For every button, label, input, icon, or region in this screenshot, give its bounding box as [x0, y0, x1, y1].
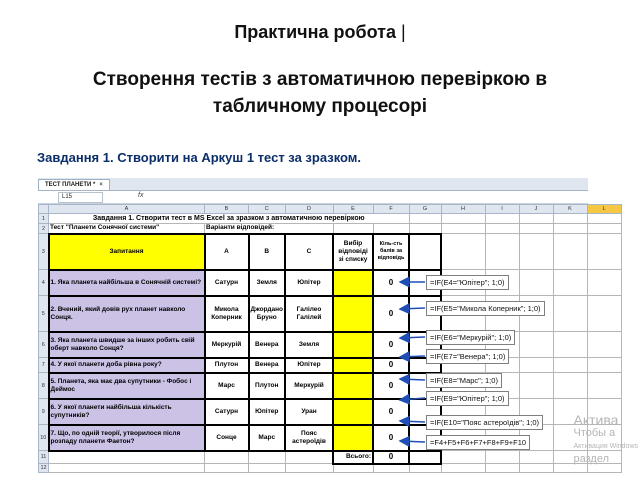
empty-cell[interactable] — [409, 451, 441, 464]
formula-callout: =IF(E8="Марс"; 1;0) — [426, 373, 502, 388]
answer-a-cell[interactable]: Меркурій — [205, 332, 249, 358]
column-header[interactable]: A — [49, 205, 205, 214]
score-cell[interactable]: 0 — [373, 399, 409, 425]
total-value-cell[interactable]: 0 — [373, 451, 409, 464]
row-header[interactable]: 2 — [39, 224, 49, 234]
choose-header-cell[interactable]: Вибір відповіді зі списку — [333, 234, 373, 270]
empty-cell[interactable] — [249, 464, 286, 473]
windows-activation-watermark — [573, 414, 638, 466]
question-cell[interactable]: 2. Вчений, який довів рух планет навколо Сонця. — [49, 296, 205, 332]
row-header[interactable]: 5 — [39, 296, 49, 332]
formula-callout: =IF(E10="Пояс астероїдів"; 1;0) — [426, 415, 543, 430]
column-header[interactable]: J — [519, 205, 553, 214]
spreadsheet-grid — [38, 204, 622, 473]
answer-a-cell[interactable]: Плутон — [205, 358, 249, 373]
answer-select-cell[interactable] — [333, 425, 373, 451]
test-name-cell[interactable]: Тест "Планети Сонячної системи" — [49, 224, 205, 234]
empty-cell[interactable] — [587, 358, 621, 373]
column-header[interactable]: F — [373, 205, 409, 214]
answer-c-cell[interactable]: Пояс астероїдів — [285, 425, 333, 451]
empty-cell[interactable] — [587, 224, 621, 234]
subtitle-line-1: Створення тестів з автоматичною перевіркою в — [92, 69, 548, 90]
row-header[interactable]: 6 — [39, 332, 49, 358]
answer-b-cell[interactable]: Земля — [249, 270, 286, 296]
empty-cell[interactable] — [333, 464, 373, 473]
empty-cell[interactable] — [519, 214, 553, 224]
empty-cell[interactable] — [441, 214, 485, 224]
answer-c-cell[interactable]: Меркурій — [285, 373, 333, 399]
empty-cell[interactable] — [409, 214, 441, 224]
empty-cell[interactable] — [587, 332, 621, 358]
empty-cell[interactable] — [519, 373, 553, 399]
answer-a-cell[interactable]: Сатурн — [205, 399, 249, 425]
empty-cell[interactable] — [441, 464, 485, 473]
empty-cell[interactable] — [373, 224, 409, 234]
answer-b-cell[interactable]: Венера — [249, 332, 286, 358]
empty-cell[interactable] — [485, 224, 519, 234]
question-cell[interactable]: 4. У якої планети доба рівна року? — [49, 358, 205, 373]
empty-cell[interactable] — [441, 234, 485, 270]
empty-cell[interactable] — [285, 451, 333, 464]
answer-c-cell[interactable]: Галілео Галілей — [285, 296, 333, 332]
sheet-title-cell[interactable]: Завдання 1. Створити тест в MS Excel за зразком з автоматичною перевіркою — [49, 214, 410, 224]
empty-cell[interactable] — [553, 224, 587, 234]
empty-cell[interactable] — [485, 214, 519, 224]
formula-callout: =IF(E6="Меркурій"; 1;0) — [426, 330, 515, 345]
column-header[interactable]: B — [205, 205, 249, 214]
column-header[interactable]: D — [285, 205, 333, 214]
empty-cell[interactable] — [441, 224, 485, 234]
empty-cell[interactable] — [49, 451, 205, 464]
answer-select-cell[interactable] — [333, 270, 373, 296]
question-cell[interactable]: 7. Що, по одній теорії, утворилося після розпаду планети Фаетон? — [49, 425, 205, 451]
empty-cell[interactable] — [587, 270, 621, 296]
score-cell[interactable]: 0 — [373, 373, 409, 399]
answer-a-cell[interactable]: Микола Коперник — [205, 296, 249, 332]
answer-c-header[interactable]: С — [285, 234, 333, 270]
formula-callout: =IF(E4="Юпітер"; 1;0) — [426, 275, 509, 290]
score-cell[interactable]: 0 — [373, 358, 409, 373]
empty-cell[interactable] — [587, 296, 621, 332]
task-heading: Завдання 1. Створити на Аркуш 1 тест за зразком. — [37, 150, 362, 165]
row-header[interactable]: 9 — [39, 399, 49, 425]
question-cell[interactable]: 1. Яка планета найбільша в Сонячній системі? — [49, 270, 205, 296]
empty-cell[interactable] — [441, 451, 485, 464]
answer-c-cell[interactable]: Земля — [285, 332, 333, 358]
column-header[interactable]: G — [409, 205, 441, 214]
answer-b-cell[interactable]: Венера — [249, 358, 286, 373]
empty-cell[interactable] — [553, 358, 587, 373]
row-header[interactable]: 4 — [39, 270, 49, 296]
watermark-line: Чтобы а — [573, 427, 616, 439]
answer-a-cell[interactable]: Марс — [205, 373, 249, 399]
empty-cell[interactable] — [519, 358, 553, 373]
watermark-line: раздел — [573, 453, 609, 465]
answer-a-cell[interactable]: Сатурн — [205, 270, 249, 296]
column-header[interactable]: I — [485, 205, 519, 214]
empty-cell[interactable] — [553, 234, 587, 270]
empty-cell[interactable] — [49, 464, 205, 473]
empty-cell[interactable] — [485, 464, 519, 473]
row-header[interactable]: 7 — [39, 358, 49, 373]
row-header[interactable]: 3 — [39, 234, 49, 270]
row-header[interactable]: 11 — [39, 451, 49, 464]
answer-select-cell[interactable] — [333, 332, 373, 358]
variants-label-cell[interactable]: Варіанти відповідей: — [205, 224, 334, 234]
question-cell[interactable]: 3. Яка планета швидше за інших робить свій оберт навколо Сонця? — [49, 332, 205, 358]
row-header[interactable]: 12 — [40, 465, 47, 471]
empty-cell[interactable] — [519, 270, 553, 296]
empty-cell[interactable] — [333, 224, 373, 234]
answer-select-cell[interactable] — [333, 296, 373, 332]
points-header-cell[interactable]: Кіль-сть балів за відповідь — [373, 234, 409, 270]
column-header[interactable]: K — [553, 205, 587, 214]
empty-cell[interactable] — [205, 451, 249, 464]
answer-b-cell[interactable]: Джордано Бруно — [249, 296, 286, 332]
answer-c-cell[interactable]: Уран — [285, 399, 333, 425]
column-header[interactable]: E — [333, 205, 373, 214]
answer-select-cell[interactable] — [333, 358, 373, 373]
workbook-tab-label: ТЕСТ ПЛАНЕТИ * — [45, 182, 96, 188]
row-header[interactable]: 10 — [39, 425, 49, 451]
row-header[interactable]: 8 — [39, 373, 49, 399]
formula-bar — [38, 191, 588, 204]
slide-subtitle — [20, 66, 620, 120]
score-cell[interactable]: 0 — [373, 296, 409, 332]
empty-cell[interactable] — [409, 464, 441, 473]
empty-cell[interactable] — [587, 214, 621, 224]
column-header-selected[interactable]: L — [587, 205, 621, 214]
column-header[interactable]: H — [441, 205, 485, 214]
empty-cell[interactable] — [485, 451, 519, 464]
close-icon[interactable]: × — [99, 182, 103, 188]
answer-select-cell[interactable] — [333, 373, 373, 399]
score-cell[interactable]: 0 — [373, 425, 409, 451]
select-all-corner[interactable] — [39, 205, 49, 214]
formula-callout: =IF(E7="Венера"; 1;0) — [426, 349, 509, 364]
empty-cell[interactable] — [285, 464, 333, 473]
empty-cell[interactable] — [409, 234, 441, 270]
column-header[interactable]: C — [249, 205, 286, 214]
workbook-tab[interactable] — [38, 179, 110, 190]
answer-a-cell[interactable]: Сонце — [205, 425, 249, 451]
score-cell[interactable]: 0 — [373, 270, 409, 296]
score-cell[interactable]: 0 — [373, 332, 409, 358]
row-header[interactable]: 1 — [39, 214, 49, 224]
answer-b-header[interactable]: В — [249, 234, 286, 270]
formula-callout: =IF(E9="Юпітер"; 1;0) — [426, 391, 509, 406]
total-label-cell[interactable]: Всього: — [333, 451, 373, 464]
workbook-tab-bar — [38, 178, 588, 191]
empty-cell[interactable] — [373, 464, 409, 473]
empty-cell[interactable] — [553, 214, 587, 224]
question-cell[interactable]: 6. У якої планети найбільша кількість супутників? — [49, 399, 205, 425]
empty-cell[interactable] — [519, 464, 553, 473]
answer-select-cell[interactable] — [333, 399, 373, 425]
answer-a-header[interactable]: А — [205, 234, 249, 270]
answer-c-cell[interactable]: Юпітер — [285, 358, 333, 373]
empty-cell[interactable] — [519, 224, 553, 234]
subtitle-line-2: табличному процесорі — [212, 96, 428, 117]
empty-cell[interactable] — [587, 234, 621, 270]
formula-callout: =F4+F5+F6+F7+F8+F9+F10 — [426, 435, 530, 450]
empty-cell[interactable] — [553, 296, 587, 332]
empty-cell[interactable] — [553, 373, 587, 399]
empty-cell[interactable] — [409, 224, 441, 234]
answer-b-cell[interactable]: Марс — [249, 425, 286, 451]
question-header-cell[interactable]: Запитання — [49, 234, 205, 270]
empty-cell[interactable] — [485, 234, 519, 270]
empty-cell[interactable] — [519, 332, 553, 358]
slide-title: Практична робота | — [234, 22, 406, 42]
answer-b-cell[interactable]: Юпітер — [249, 399, 286, 425]
empty-cell[interactable] — [553, 332, 587, 358]
formula-callout: =IF(E5="Микола Коперник"; 1;0) — [426, 301, 545, 316]
empty-cell[interactable] — [587, 373, 621, 399]
answer-c-cell[interactable]: Юпітер — [285, 270, 333, 296]
empty-cell[interactable] — [519, 451, 553, 464]
empty-cell[interactable] — [205, 464, 249, 473]
empty-cell[interactable] — [553, 270, 587, 296]
question-cell[interactable]: 5. Планета, яка має два супутники - Фобос і Деймос — [49, 373, 205, 399]
empty-cell[interactable] — [249, 451, 286, 464]
watermark-line: Актива — [573, 412, 619, 428]
watermark-line: Активация Windows — [573, 443, 638, 450]
answer-b-cell[interactable]: Плутон — [249, 373, 286, 399]
name-box[interactable]: L15 — [58, 192, 103, 203]
empty-cell[interactable] — [519, 234, 553, 270]
fx-icon[interactable]: fx — [138, 192, 144, 199]
